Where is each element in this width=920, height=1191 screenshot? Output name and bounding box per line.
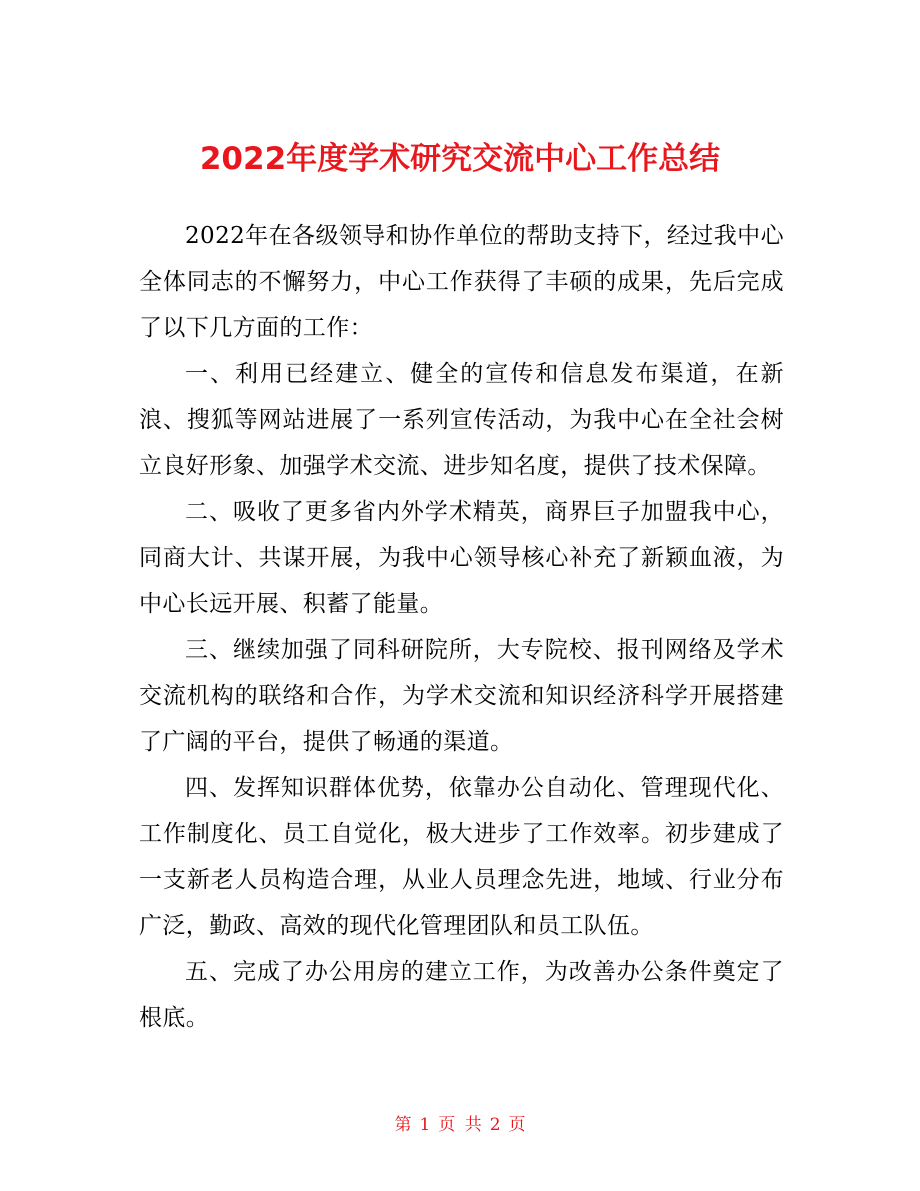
footer-current-page: 1 [419,1115,431,1135]
footer-total-pages: 2 [489,1115,501,1135]
footer-middle: 页 共 [438,1115,482,1135]
footer-prefix: 第 [394,1115,412,1135]
paragraph-intro: 2022年在各级领导和协作单位的帮助支持下，经过我中心全体同志的不懈努力，中心工作获得了丰硕的成果，先后完成了以下几方面的工作： [139,223,784,341]
paragraph-item-4: 四、发挥知识群体优势，依靠办公自动化、管理现代化、工作制度化、员工自觉化，极大进步了工作效率。初步建成了一支新老人员构造合理，从业人员理念先进，地域、行业分布广泛，勤政、高效的现代化管理团队和员工队伍。 [139,775,784,939]
paragraph-item-5: 五、完成了办公用房的建立工作，为改善办公条件奠定了根底。 [139,959,784,1031]
document-body [139,213,784,1041]
paragraph-item-2: 二、吸收了更多省内外学术精英，商界巨子加盟我中心，同商大计、共谋开展，为我中心领导核心补充了新颖血液，为中心长远开展、积蓄了能量。 [139,499,784,617]
document-title: 2022年度学术研究交流中心工作总结 [199,140,721,177]
paragraph-item-1: 一、利用已经建立、健全的宣传和信息发布渠道，在新浪、搜狐等网站进展了一系列宣传活动，为我中心在全社会树立良好形象、加强学术交流、进步知名度，提供了技术保障。 [139,361,784,479]
footer-suffix: 页 [508,1115,526,1135]
page-number-footer [0,1113,920,1137]
paragraph-item-3: 三、继续加强了同科研院所，大专院校、报刊网络及学术交流机构的联络和合作，为学术交流和知识经济科学开展搭建了广阔的平台，提供了畅通的渠道。 [139,637,784,755]
